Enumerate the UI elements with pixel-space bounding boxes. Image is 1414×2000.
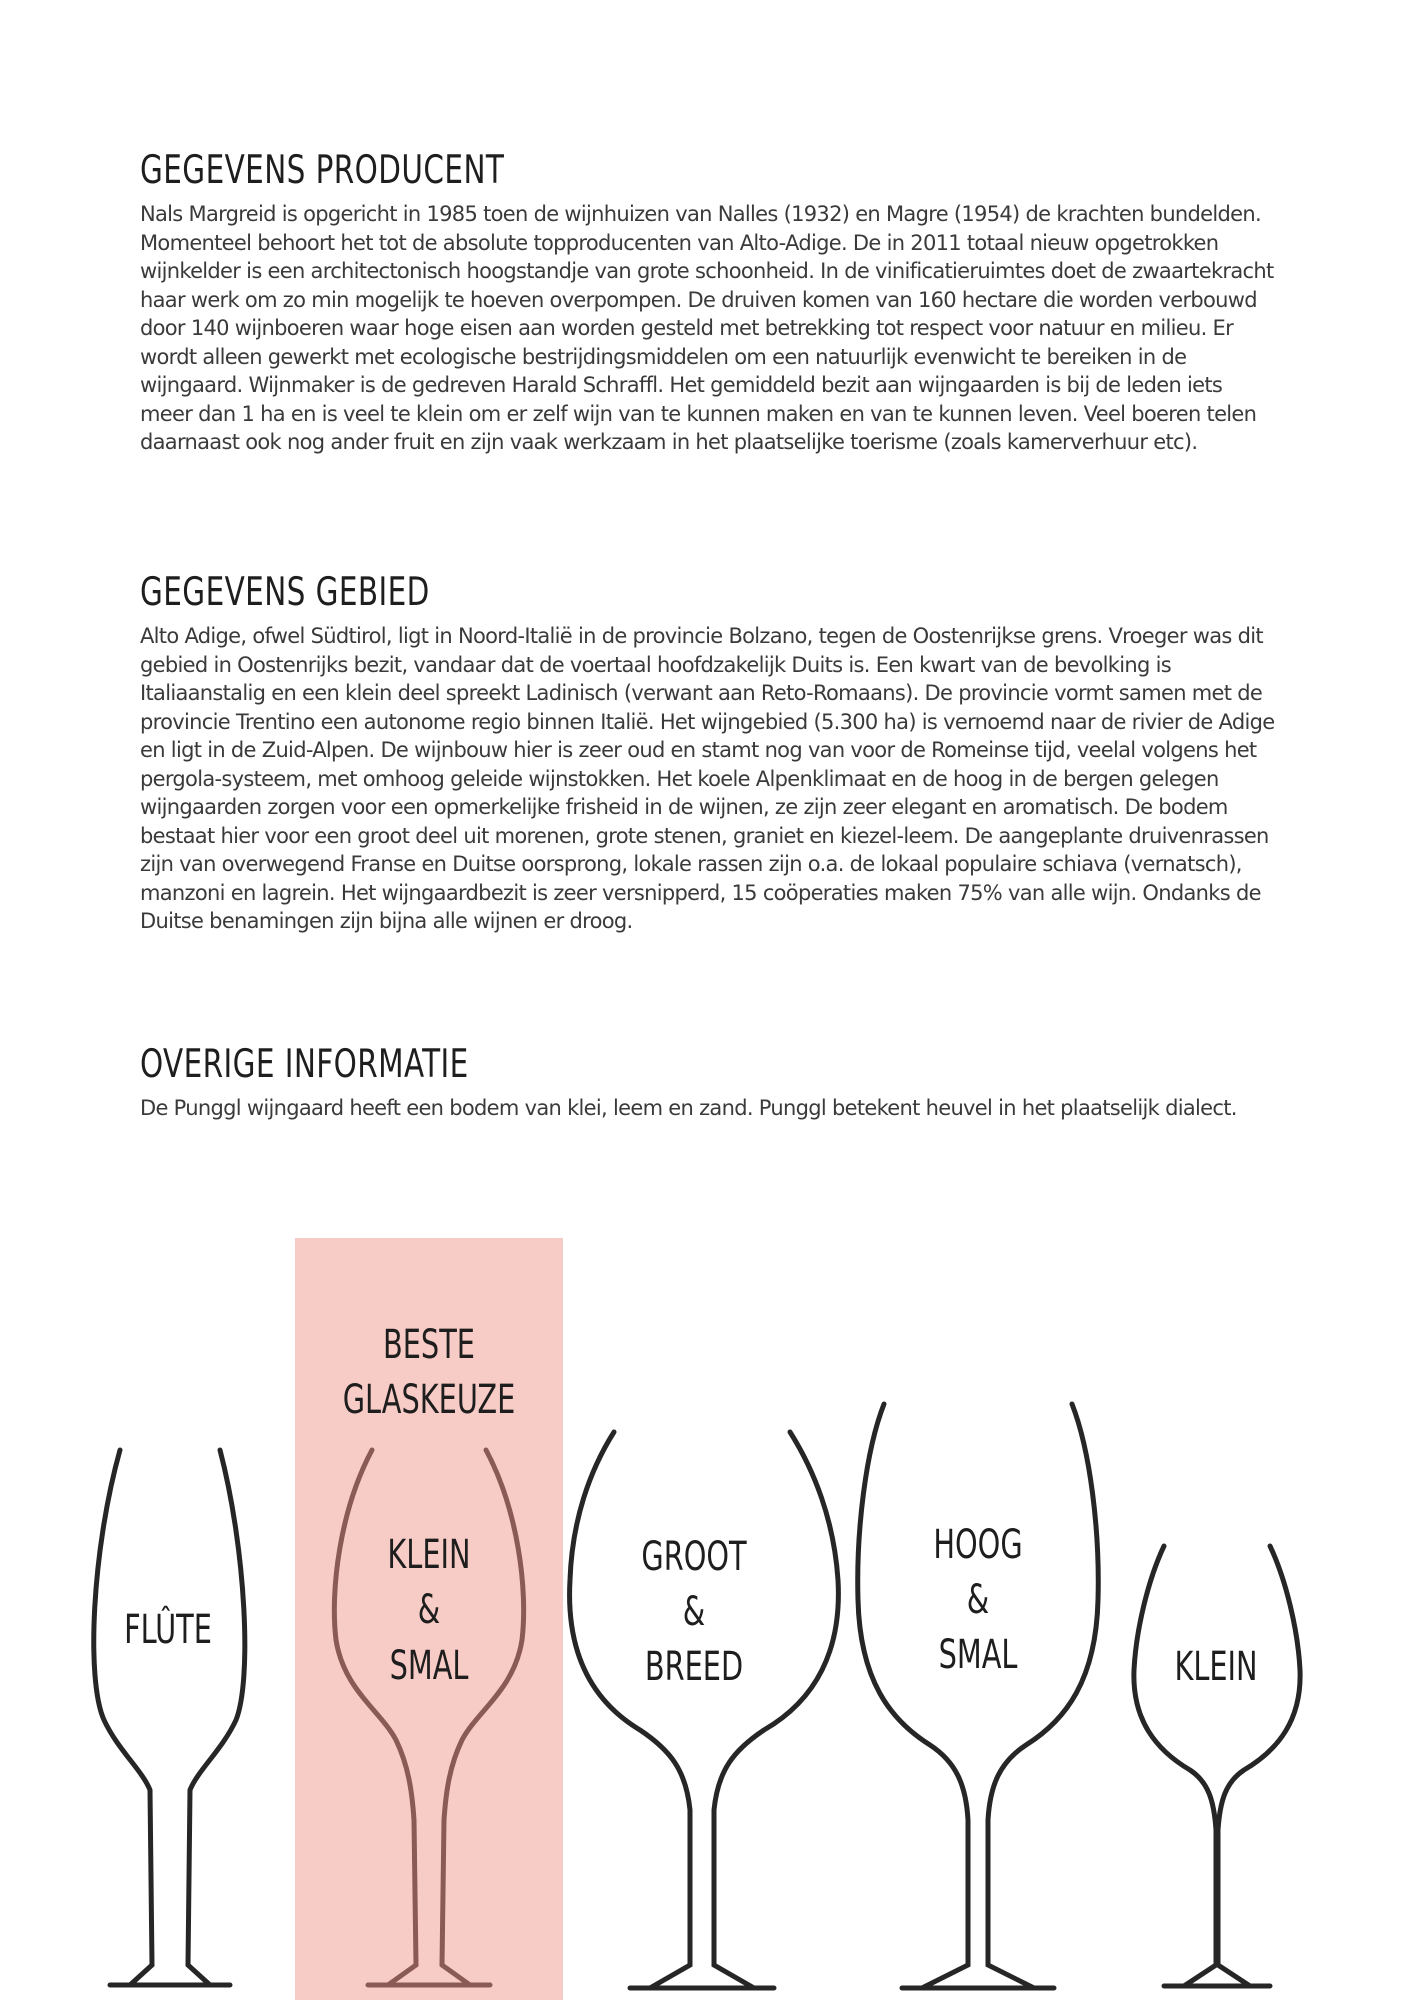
glass-flute [94, 1450, 245, 1985]
glass-label-line: KLEIN [387, 1530, 471, 1578]
section-body: Nals Margreid is opgericht in 1985 toen de wijnhuizen van Nalles (1932) en Magre (1954) de krachten bundelden. Momenteel behoort het tot de absolute topproducenten van Alto-Adige. De in 2011 totaal nieuw opgetrokken wijnkelder is een architectonisch hoogstandje van grote schoonheid. In de vinificatieruimtes doet de zwaartekracht haar werk om zo min mogelijk te hoeven overpompen. De druiven komen van 160 hectare die worden verbouwd door 140 wijnboeren waar hoge eisen aan worden gesteld met betrekking tot respect voor natuur en milieu. Er wordt alleen gewerkt met ecologische bestrijdingsmiddelen om een natuurlijk evenwicht te bereiken in de wijngaard. Wijnmaker is de gedreven Harald Schraffl. Het gemiddeld bezit aan wijngaarden is bij de leden iets meer dan 1 ha en is veel te klein om er zelf wijn van te kunnen maken en van te kunnen leven. Veel boeren telen daarnaast ook nog ander fruit en zijn vaak werkzaam in het plaatselijke toerisme (zoals kamerverhuur etc). [140, 202, 1274, 454]
glass-label-line: & [417, 1585, 441, 1633]
glass-label-line: BREED [644, 1642, 744, 1690]
glass-klein [1134, 1546, 1300, 1986]
section-body: Alto Adige, ofwel Südtirol, ligt in Noord-Italië in de provincie Bolzano, tegen de Oostenrijkse grens. Vroeger was dit gebied in Oostenrijks bezit, vandaar dat de voertaal hoofdzakelijk Duits is. Een kwart van de bevolking is Italiaanstalig en een klein deel spreekt Ladinisch (verwant aan Reto-Romaans). De provincie vormt samen met de provincie Trentino een autonome regio binnen Italië. Het wijngebied (5.300 ha) is vernoemd naar de rivier de Adige en ligt in de Zuid-Alpen. De wijnbouw hier is zeer oud en stamt nog van voor de Romeinse tijd, veelal volgens het pergola-systeem, met omhoog geleide wijnstokken. Het koele Alpenklimaat en de hoog in de bergen gelegen wijngaarden zorgen voor een opmerkelijke frisheid in de wijnen, ze zijn zeer elegant en aromatisch. De bodem bestaat hier voor een groot deel uit morenen, grote stenen, graniet en kiezel-leem. De aangeplante druivenrassen zijn van overwegend Franse en Duitse oorsprong, lokale rassen zijn o.a. de lokaal populaire schiava (vernatsch), manzoni en lagrein. Het wijngaardbezit is zeer versnipperd, 15 coöperaties maken 75% van alle wijn. Ondanks de Duitse benamingen zijn bijna alle wijnen er droog. [140, 624, 1275, 933]
best-glass-heading-line: GLASKEUZE [342, 1375, 516, 1423]
glass-label-line: SMAL [938, 1630, 1018, 1678]
glass-flute-outline [94, 1450, 245, 1985]
best-glass-heading-line: BESTE [383, 1320, 475, 1368]
glass-label-line: & [966, 1575, 990, 1623]
glass-hoog-smal [858, 1404, 1099, 1988]
section-body: De Punggl wijngaard heeft een bodem van klei, leem en zand. Punggl betekent heuvel in het plaatselijk dialect. [140, 1096, 1237, 1120]
glass-groot-breed-outline [570, 1432, 839, 1988]
glass-label-line: & [682, 1587, 706, 1635]
glass-klein-outline [1134, 1546, 1300, 1986]
best-glass-heading [343, 1320, 516, 1422]
glass-label-line: FLÛTE [124, 1605, 212, 1653]
glass-label-line: SMAL [389, 1641, 469, 1689]
section-title: GEGEVENS GEBIED [140, 570, 430, 615]
glass-label-line: GROOT [641, 1532, 747, 1580]
glass-klein-smal [334, 1450, 523, 1985]
glass-label-line: HOOG [933, 1520, 1023, 1568]
section-title: GEGEVENS PRODUCENT [140, 148, 505, 193]
glass-groot-breed [570, 1432, 839, 1988]
section-title: OVERIGE INFORMATIE [140, 1042, 469, 1087]
glass-label-line: KLEIN [1174, 1642, 1258, 1690]
glass-hoog-smal-outline [858, 1404, 1099, 1988]
